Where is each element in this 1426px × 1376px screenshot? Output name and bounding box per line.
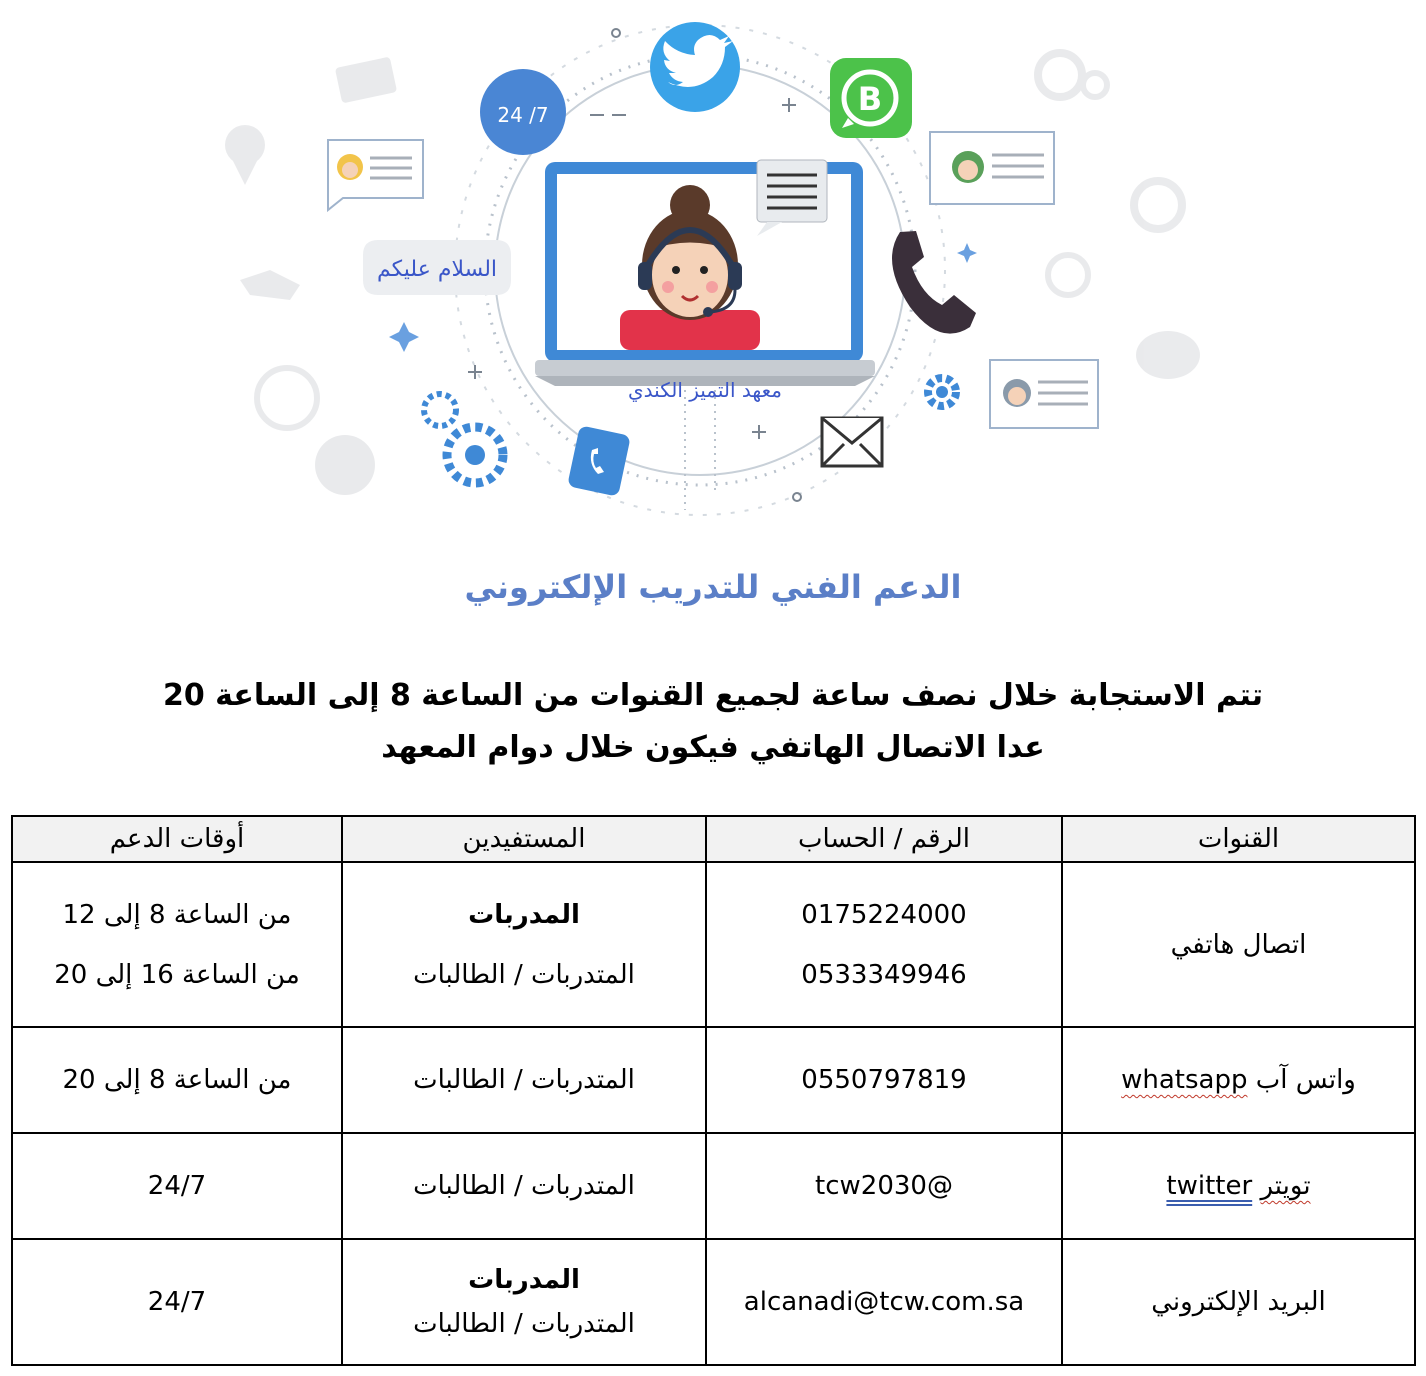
beneficiary-label: المدربات — [468, 1265, 580, 1295]
handshake-bg-icon — [240, 270, 300, 300]
cell-channel — [1062, 1027, 1415, 1133]
email-address: alcanadi@tcw.com.sa — [743, 1287, 1025, 1317]
header-channels: القنوات — [1062, 816, 1415, 862]
phone-number: 0175224000 — [801, 899, 967, 930]
greeting-bubble — [363, 240, 511, 295]
channel-label-en[interactable]: twitter — [1166, 1171, 1253, 1201]
header-beneficiaries: المستفيدين — [342, 816, 706, 862]
beneficiary-label: المدربات — [468, 899, 580, 930]
svg-text:B: B — [857, 80, 883, 118]
table-row-twitter — [12, 1133, 1415, 1239]
gears-bg-icon — [1038, 53, 1082, 97]
sparkle-icon — [389, 322, 419, 352]
envelope-bg-icon — [335, 57, 397, 104]
channel-label-ar: تويتر — [1260, 1171, 1311, 1201]
cell-beneficiaries — [342, 1133, 706, 1239]
svg-text:السلام عليكم: السلام عليكم — [376, 257, 498, 282]
table-row-whatsapp — [12, 1027, 1415, 1133]
header-support-hours: أوقات الدعم — [12, 816, 342, 862]
intro-line-2: عدا الاتصال الهاتفي فيكون خلال دوام المعهد — [381, 730, 1045, 765]
hours-label: 24/7 — [147, 1171, 207, 1201]
hours-label: من الساعة 8 إلى 20 — [62, 1065, 292, 1095]
globe-bg-icon — [257, 368, 317, 428]
cell-beneficiaries — [342, 862, 706, 1027]
beneficiary-label: المتدربات / الطالبات — [413, 1309, 635, 1339]
at-bg-icon — [1048, 255, 1088, 295]
cell-number — [706, 1133, 1062, 1239]
phonebook-icon — [567, 425, 631, 496]
gears-icon — [424, 394, 503, 483]
cell-number — [706, 862, 1062, 1027]
phone-number: 0533349946 — [801, 959, 967, 990]
intro-line-1: تتم الاستجابة خلال نصف ساعة لجميع القنوات من الساعة 8 إلى الساعة 20 — [162, 678, 1264, 713]
hours-label: من الساعة 16 إلى 20 — [54, 959, 300, 990]
phone-icon — [892, 231, 976, 334]
twitter-handle: @tcw2030 — [815, 1171, 953, 1201]
sparkle-icon — [957, 243, 977, 263]
cell-hours — [12, 1133, 342, 1239]
table-row-phone — [12, 862, 1415, 1027]
channel-label: البريد الإلكتروني — [1151, 1287, 1326, 1317]
channel-label: اتصال هاتفي — [1170, 929, 1307, 960]
refresh-bg-icon — [1134, 181, 1182, 229]
hours-label: من الساعة 8 إلى 12 — [62, 899, 292, 930]
header-number-account: الرقم / الحساب — [706, 816, 1062, 862]
table-header-row — [12, 816, 1415, 862]
gear-icon — [928, 378, 956, 406]
chat-bg-icon — [1136, 331, 1200, 379]
question-bg-icon — [315, 435, 375, 495]
cell-channel — [1062, 1239, 1415, 1365]
channel-label-ar: واتس آب — [1255, 1065, 1356, 1095]
support-channels-table — [11, 815, 1416, 1366]
hours-label: 24/7 — [147, 1287, 207, 1317]
cell-channel — [1062, 1133, 1415, 1239]
beneficiary-label: المتدربات / الطالبات — [413, 1171, 635, 1201]
cell-number — [706, 1239, 1062, 1365]
cell-beneficiaries — [342, 1239, 706, 1365]
beneficiary-label: المتدربات / الطالبات — [413, 1065, 635, 1095]
svg-text:معهد التميز الكندي: معهد التميز الكندي — [628, 378, 782, 402]
cell-hours — [12, 1239, 342, 1365]
24-7-badge-icon — [480, 69, 566, 155]
svg-text:24 /7: 24 /7 — [497, 103, 549, 127]
twitter-icon — [650, 22, 740, 112]
table-row-email — [12, 1239, 1415, 1365]
channel-label-en: whatsapp — [1121, 1065, 1248, 1095]
cell-hours — [12, 1027, 342, 1133]
cell-number — [706, 1027, 1062, 1133]
support-illustration — [0, 0, 1426, 540]
whatsapp-business-icon — [830, 58, 912, 138]
document-title: الدعم الفني للتدريب الإلكتروني — [464, 568, 962, 606]
beneficiary-label: المتدربات / الطالبات — [413, 959, 635, 990]
whatsapp-number: 0550797819 — [801, 1065, 967, 1095]
envelope-icon — [822, 418, 882, 466]
intro-text — [60, 670, 1366, 774]
cell-channel — [1062, 862, 1415, 1027]
cell-hours — [12, 862, 342, 1027]
cell-beneficiaries — [342, 1027, 706, 1133]
